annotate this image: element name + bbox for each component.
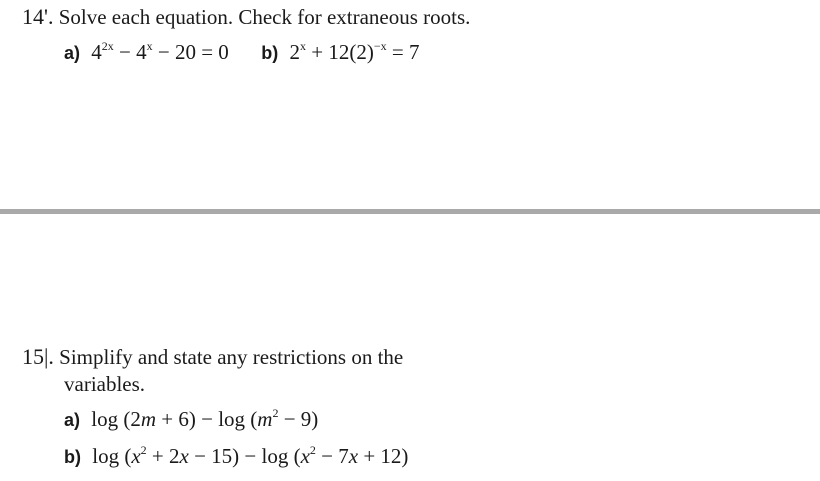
expr-term: − 7 (315, 444, 349, 468)
eq-term: − 20 = 0 (152, 40, 229, 64)
equation-14a (91, 40, 229, 64)
part-a-label: a) (64, 43, 81, 63)
expr-term: + 12) (358, 444, 409, 468)
expr-variable: x (131, 444, 141, 468)
problem-14-title: Solve each equation. Check for extraneous roots. (58, 5, 471, 29)
expr-exponent: 2 (140, 443, 147, 457)
expression-15a (91, 407, 318, 431)
problem-15-title-line2: variables. (64, 372, 146, 396)
expr-variable: x (179, 444, 189, 468)
eq-exponent: x (146, 39, 153, 53)
eq-exponent: x (300, 39, 307, 53)
equation-14b (290, 40, 420, 64)
expr-term: + 2 (146, 444, 180, 468)
eq-term: 4 (91, 40, 102, 64)
problem-15-part-b (64, 444, 408, 469)
expr-variable: x (348, 444, 359, 468)
problem-15-part-a (64, 407, 318, 432)
part-b-label: b) (64, 447, 81, 467)
part-a-label: a) (64, 410, 81, 430)
problem-14-parts (64, 40, 420, 65)
eq-exponent: −x (373, 39, 387, 53)
problem-15-heading (22, 344, 403, 370)
eq-term: − 4 (113, 40, 147, 64)
expr-variable: x (300, 444, 310, 468)
eq-term: = 7 (386, 40, 420, 64)
problem-14-number: 14'. (22, 4, 54, 29)
expr-variable: m (257, 407, 273, 431)
problem-14-heading (22, 4, 470, 30)
eq-term: + 12(2) (306, 40, 374, 64)
problem-15-title-line1: Simplify and state any restrictions on the (59, 345, 404, 369)
section-divider (0, 209, 820, 214)
expr-term: − 15) − log ( (188, 444, 301, 468)
expr-exponent: 2 (309, 443, 316, 457)
expr-term: log ( (92, 444, 132, 468)
eq-term: 2 (289, 40, 301, 64)
expression-15b (92, 444, 408, 468)
expr-term: − 9) (278, 407, 319, 431)
expr-term: + 6) − log ( (156, 407, 258, 431)
eq-exponent: 2x (101, 39, 114, 53)
part-b-label: b) (261, 43, 279, 63)
expr-exponent: 2 (272, 406, 279, 420)
problem-15-number: 15|. (22, 344, 54, 369)
expr-term: log (2 (91, 407, 141, 431)
expr-variable: m (140, 407, 157, 431)
